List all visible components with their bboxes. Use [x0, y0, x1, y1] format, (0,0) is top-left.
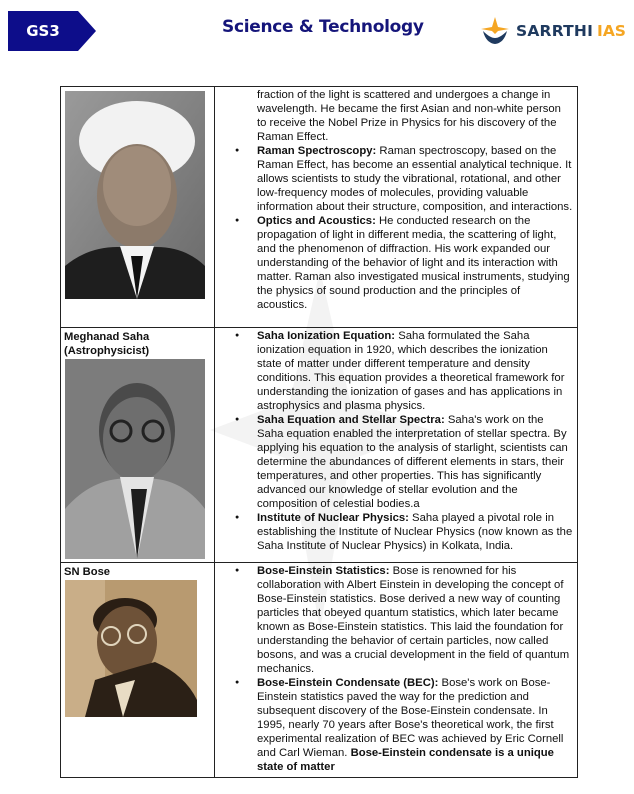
achievement-list [219, 329, 573, 553]
gs3-tag [8, 11, 96, 51]
star-lotus-icon [480, 16, 510, 46]
meghnad-saha-photo [65, 359, 205, 559]
item-title: Saha Ionization Equation: [257, 330, 396, 342]
item-title: Optics and Acoustics: [257, 215, 376, 227]
achievements-cell [215, 563, 578, 778]
table-row [61, 563, 578, 778]
list-item: ● Optics and Acoustics: He conducted research on the propagation of light in different media, the scattering of light, and the phenomenon of diffraction. His work expanded our understanding of the behavior of light and its interaction with matter. Raman also investigated musical instruments, studying the physics of sound production and the principles of acoustics. [257, 214, 573, 312]
table-row [61, 87, 578, 328]
page-title: Science & Technology [222, 17, 424, 37]
cv-raman-photo [65, 91, 205, 299]
list-item: ● Saha Ionization Equation: Saha formulated the Saha ionization equation in 1920, which describes the ionization state of matter under different temperature and density conditions. This equation provides a theoretical framework for understanding the ionization of gases and has applications in astrophysics and plasma physics. [257, 329, 573, 413]
list-item: ● Institute of Nuclear Physics: Saha played a pivotal role in establishing the Institute of Nuclear Physics (now known as the Saha Institute of Nuclear Physics) in Kolkata, India. [257, 511, 573, 553]
list-item: ● Raman Spectroscopy: Raman spectroscopy, based on the Raman Effect, has become an essential analytical technique. It allows scientists to study the vibrational, rotational, and other low-frequency modes of molecules, providing valuable information about their structure, composition, and interactions. [257, 144, 573, 214]
scientist-name: SN Bose [64, 566, 111, 578]
item-title: Bose-Einstein Statistics: [257, 565, 390, 577]
gs3-label: GS3 [26, 22, 60, 40]
achievements-cell [215, 328, 578, 563]
achievement-list [219, 88, 573, 312]
scientist-cell [61, 328, 215, 563]
achievement-list [219, 564, 573, 774]
item-title: Institute of Nuclear Physics: [257, 512, 409, 524]
trailing-bold-text: Bose-Einstein condensate is a unique state of matter [257, 747, 554, 773]
scientists-table [60, 86, 578, 778]
brand-accent: IAS [597, 22, 626, 40]
sarrthi-logo [480, 16, 626, 46]
page-header [0, 0, 634, 60]
list-item: ● Bose-Einstein Condensate (BEC): Bose's work on Bose-Einstein statistics paved the way for the prediction and subsequent discovery of the Bose-Einstein condensate. In 1995, nearly 70 years after Bose's theoretical work, the first experimental realization of BEC was achieved by Eric Cornell and Carl Wieman. Bose-Einstein condensate is a unique state of matter [257, 676, 573, 774]
sn-bose-photo [65, 580, 197, 717]
item-title: Raman Spectroscopy: [257, 145, 377, 157]
list-item: ● Saha Equation and Stellar Spectra: Saha's work on the Saha equation enabled the interpretation of stellar spectra. By applying his equation to the analysis of starlight, scientists can determine the abundances of different elements in stars, their temperatures, and other properties. This has significantly advanced our knowledge of stellar evolution and the composition of celestial bodies.a [257, 413, 573, 511]
list-item: fraction of the light is scattered and undergoes a change in wavelength. He became the first Asian and non-white person to receive the Nobel Prize in Physics for his discovery of the Raman Effect. [257, 89, 561, 143]
item-title: Bose-Einstein Condensate (BEC): [257, 677, 439, 689]
brand-name: SARRTHI [516, 22, 594, 40]
table-row [61, 328, 578, 563]
item-title: Saha Equation and Stellar Spectra: [257, 414, 445, 426]
scientist-cell [61, 563, 215, 778]
achievements-cell [215, 87, 578, 328]
list-item: ● Bose-Einstein Statistics: Bose is renowned for his collaboration with Albert Einstein in developing the concept of Bose-Einstein statistics. Bose derived a new way of counting particles that obeyed quantum statistics, which later became known as Bose-Einstein statistics. This laid the foundation for understanding the behavior of certain particles, now called bosons, and was a crucial development in the field of quantum mechanics. [257, 564, 573, 676]
scientist-name: Meghanad Saha (Astrophysicist) [64, 331, 150, 357]
scientist-cell [61, 87, 215, 328]
